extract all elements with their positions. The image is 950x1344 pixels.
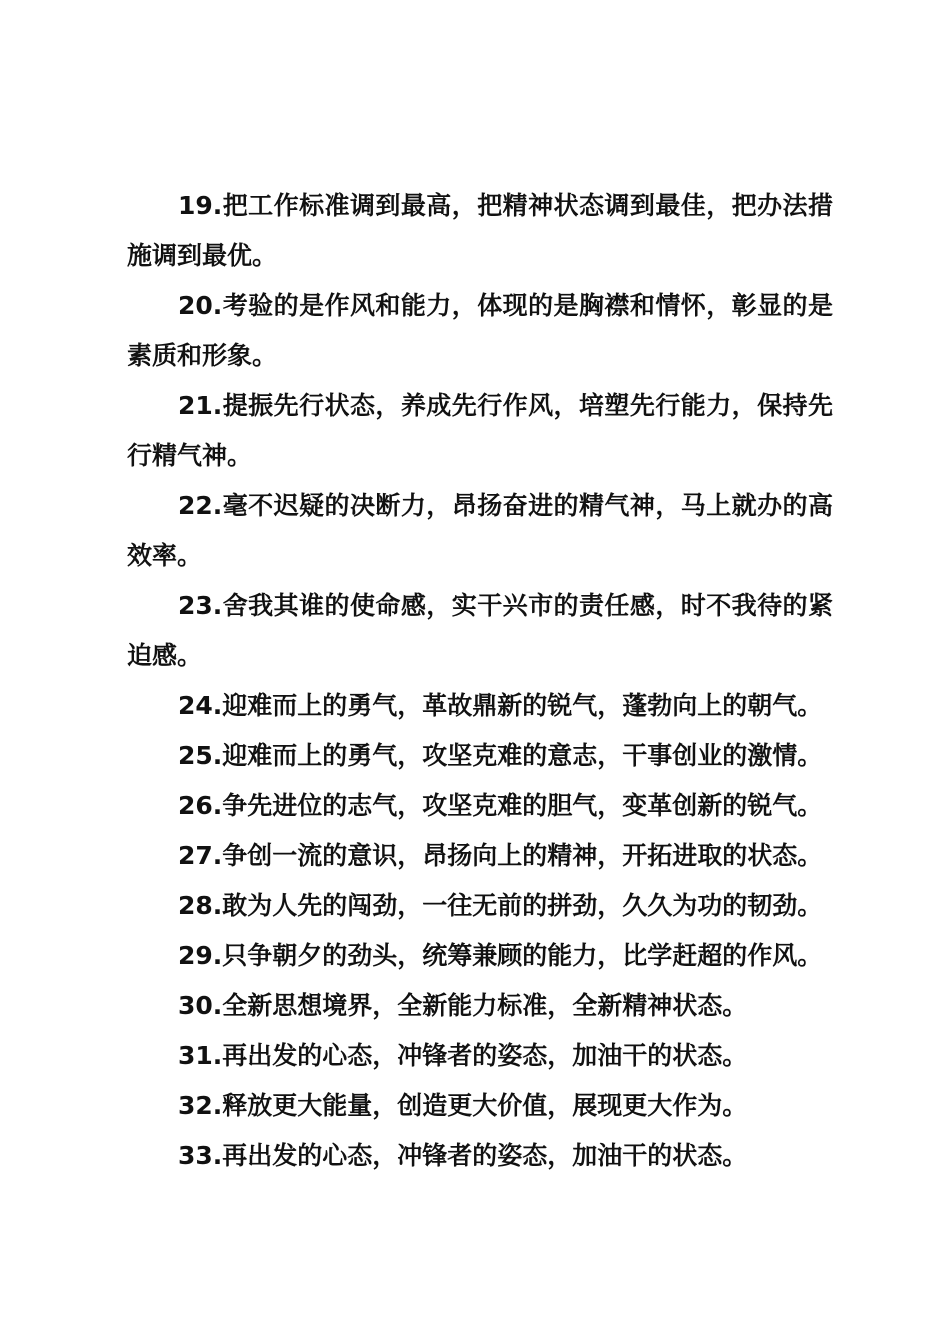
list-item: 23.舍我其谁的使命感，实干兴市的责任感，时不我待的紧迫感。 (127, 591, 833, 670)
list-item: 31.再出发的心态，冲锋者的姿态，加油干的状态。 (178, 1041, 748, 1070)
list-item: 29.只争朝夕的劲头，统筹兼顾的能力，比学赶超的作风。 (178, 941, 823, 970)
list-item: 26.争先进位的志气，攻坚克难的胆气，变革创新的锐气。 (178, 791, 823, 820)
document-body (127, 181, 833, 1181)
list-item: 20.考验的是作风和能力，体现的是胸襟和情怀，彰显的是素质和形象。 (127, 291, 833, 370)
list-item: 30.全新思想境界，全新能力标准，全新精神状态。 (178, 991, 748, 1020)
list-item: 19.把工作标准调到最高，把精神状态调到最佳，把办法措施调到最优。 (127, 191, 833, 270)
list-item: 33.再出发的心态，冲锋者的姿态，加油干的状态。 (178, 1141, 748, 1170)
list-item: 27.争创一流的意识，昂扬向上的精神，开拓进取的状态。 (178, 841, 823, 870)
list-item: 28.敢为人先的闯劲，一往无前的拼劲，久久为功的韧劲。 (178, 891, 823, 920)
list-item: 21.提振先行状态，养成先行作风，培塑先行能力，保持先行精气神。 (127, 391, 833, 470)
list-item: 24.迎难而上的勇气，革故鼎新的锐气，蓬勃向上的朝气。 (178, 691, 823, 720)
list-item: 22.毫不迟疑的决断力，昂扬奋进的精气神，马上就办的高效率。 (127, 491, 833, 570)
list-item: 32.释放更大能量，创造更大价值，展现更大作为。 (178, 1091, 748, 1120)
list-item: 25.迎难而上的勇气，攻坚克难的意志，干事创业的激情。 (178, 741, 823, 770)
